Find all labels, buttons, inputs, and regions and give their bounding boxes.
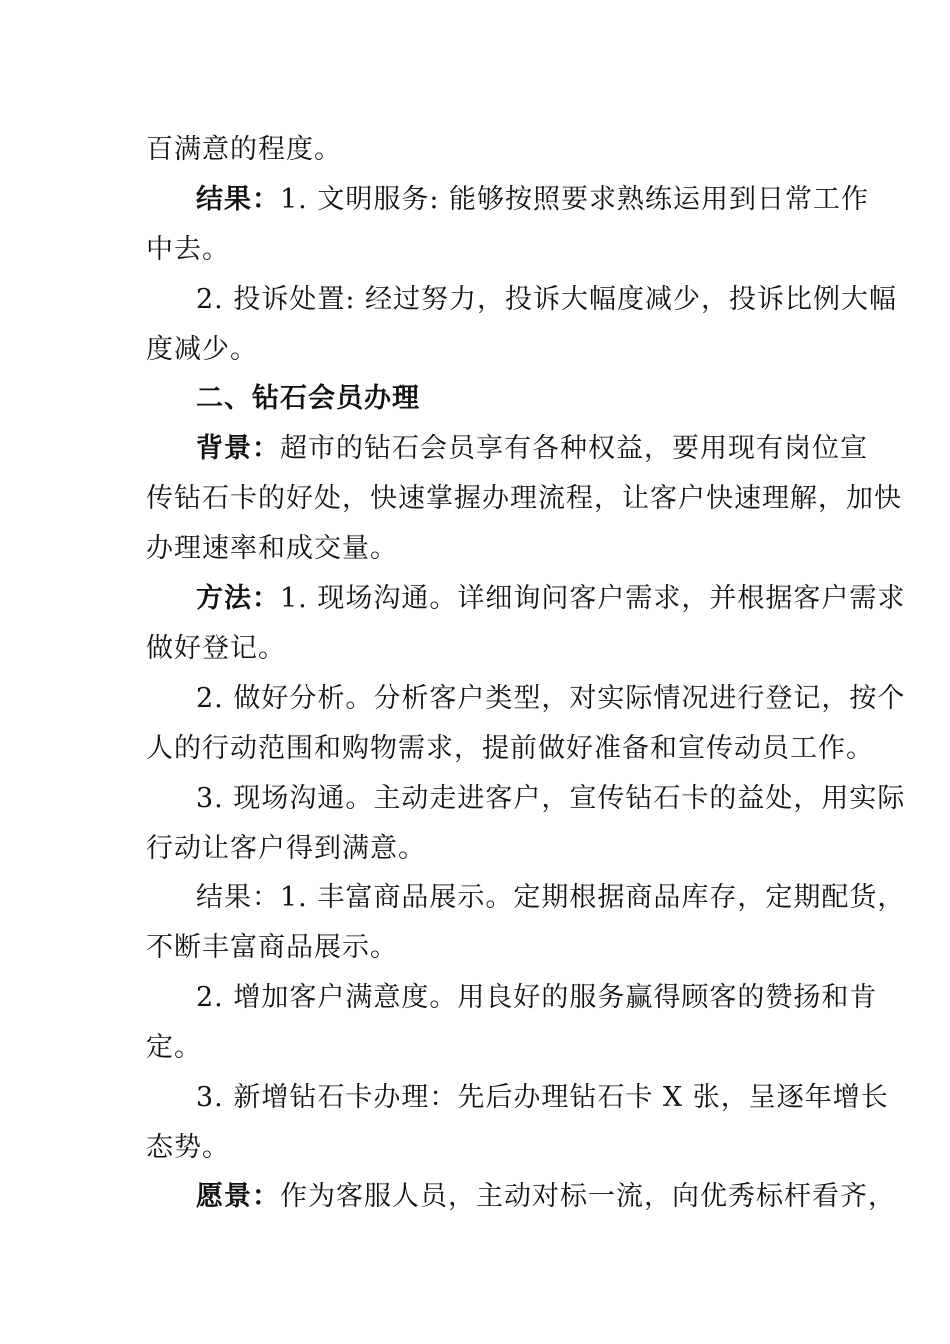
paragraph-line: 态势。 <box>146 1132 230 1163</box>
paragraph-text: 超市的钻石会员享有各种权益，要用现有岗位宣 <box>280 433 868 464</box>
paragraph-line <box>196 582 905 616</box>
paragraph-line: 办理速率和成交量。 <box>146 533 398 564</box>
paragraph-line: 不断丰富商品展示。 <box>146 932 398 963</box>
paragraph-lead: 背景： <box>196 433 280 464</box>
paragraph-line <box>196 1180 896 1214</box>
paragraph-line: 结果：1. 丰富商品展示。定期根据商品库存，定期配货， <box>196 882 906 913</box>
paragraph-line: 人的行动范围和购物需求，提前做好准备和宣传动员工作。 <box>146 733 874 764</box>
paragraph-text: 1. 文明服务: 能够按照要求熟练运用到日常工作 <box>280 184 870 215</box>
paragraph-line: 度减少。 <box>146 334 258 365</box>
paragraph-line <box>196 432 868 466</box>
paragraph-lead: 方法： <box>196 583 280 614</box>
paragraph-line: 3. 新增钻石卡办理：先后办理钻石卡 X 张，呈逐年增长 <box>196 1082 889 1113</box>
paragraph-lead: 愿景： <box>196 1181 280 1212</box>
paragraph-line: 传钻石卡的好处，快速掌握办理流程，让客户快速理解，加快 <box>146 483 902 514</box>
paragraph-line: 百满意的程度。 <box>146 134 342 165</box>
paragraph-line: 3. 现场沟通。主动走进客户，宣传钻石卡的益处，用实际 <box>196 783 906 814</box>
paragraph-line: 定。 <box>146 1032 202 1063</box>
paragraph-line: 2. 做好分析。分析客户类型，对实际情况进行登记，按个 <box>196 683 906 714</box>
section-heading: 二、钻石会员办理 <box>196 383 420 414</box>
paragraph-line: 2. 投诉处置: 经过努力，投诉大幅度减少，投诉比例大幅 <box>196 284 898 315</box>
paragraph-line: 行动让客户得到满意。 <box>146 833 426 864</box>
paragraph-line: 做好登记。 <box>146 633 286 664</box>
paragraph-line <box>196 183 869 217</box>
paragraph-line: 中去。 <box>146 234 230 265</box>
paragraph-text: 作为客服人员，主动对标一流，向优秀标杆看齐， <box>280 1181 896 1212</box>
paragraph-text: 1. 现场沟通。详细询问客户需求，并根据客户需求 <box>280 583 906 614</box>
paragraph-lead: 结果： <box>196 184 280 215</box>
paragraph-line: 2. 增加客户满意度。用良好的服务赢得顾客的赞扬和肯 <box>196 982 878 1013</box>
